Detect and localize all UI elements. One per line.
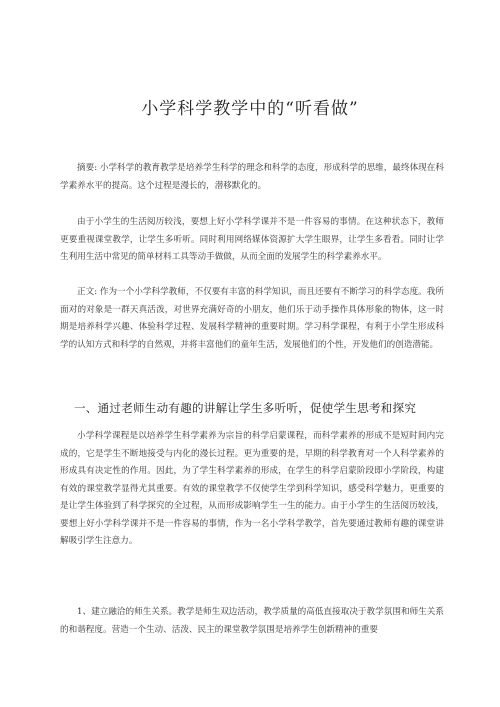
abstract-paragraph: 摘要: 小学科学的教育教学是培养学生科学的理念和科学的态度，形成科学的思维，最终体现在科学素养水平的提高。这个过程是漫长的，潜移默化的。 — [60, 163, 444, 191]
document-title: 小学科学教学中的“听看做” — [141, 99, 359, 119]
body-intro-paragraph: 正文: 作为一个小学科学教师，不仅要有丰富的科学知识，而且还要有不断学习的科学态度。我所面对的对象是一群天真活泼，对世界充满好奇的小朋友，他们乐于动手操作具体形象的物体，这一时期是培养科学兴趣、体验科学过程、发展科学精神的重要时期。学习科学课程，有利于小学生形成科学的认知方式和科学的自然观，并将丰富他们的童年生活，发展他们的个性，开发他们的创造潜能。 — [60, 287, 444, 350]
point-paragraph: 1、建立融洽的师生关系。教学是师生双边活动，教学质量的高低直接取决于教学氛围和师生关系的和谐程度。营造一个生动、活泼、民主的课堂教学氛围是培养学生创新精神的重要 — [60, 607, 444, 635]
section-heading: 一、通过老师生动有趣的讲解让学生多听听，促使学生思考和探究 — [74, 401, 417, 415]
intro-paragraph: 由于小学生的生活阅历较浅，要想上好小学科学课并不是一件容易的事情。在这种状态下，教师更要重视课堂教学，让学生多听听。同时利用网络媒体资源扩大学生眼界，让学生多看看。同时让学生利用生活中常见的简单材料工具等动手做做，从而全面的发展学生的科学素养水平。 — [60, 217, 444, 262]
section-paragraph: 小学科学课程是以培养学生科学素养为宗旨的科学启蒙课程，而科学素养的形成不是短时间内完成的，它是学生不断地接受与内化的漫长过程。更为重要的是，早期的科学教育对一个人科学素养的形成具有决定性的作用。因此，为了学生科学素养的形成，在学生的科学启蒙阶段即小学阶段，构建有效的课堂教学显得尤其重要。有效的课堂教学不仅使学生学到科学知识，感受科学魅力，更重要的是让学生体验到了科学探究的全过程，从而形成影响学生一生的能力。由于小学生的生活阅历较浅，要想上好小学科学课并不是一件容易的事情，作为一名小学科学教学，首先要通过教师有趣的课堂讲解吸引学生注意力。 — [60, 431, 444, 546]
